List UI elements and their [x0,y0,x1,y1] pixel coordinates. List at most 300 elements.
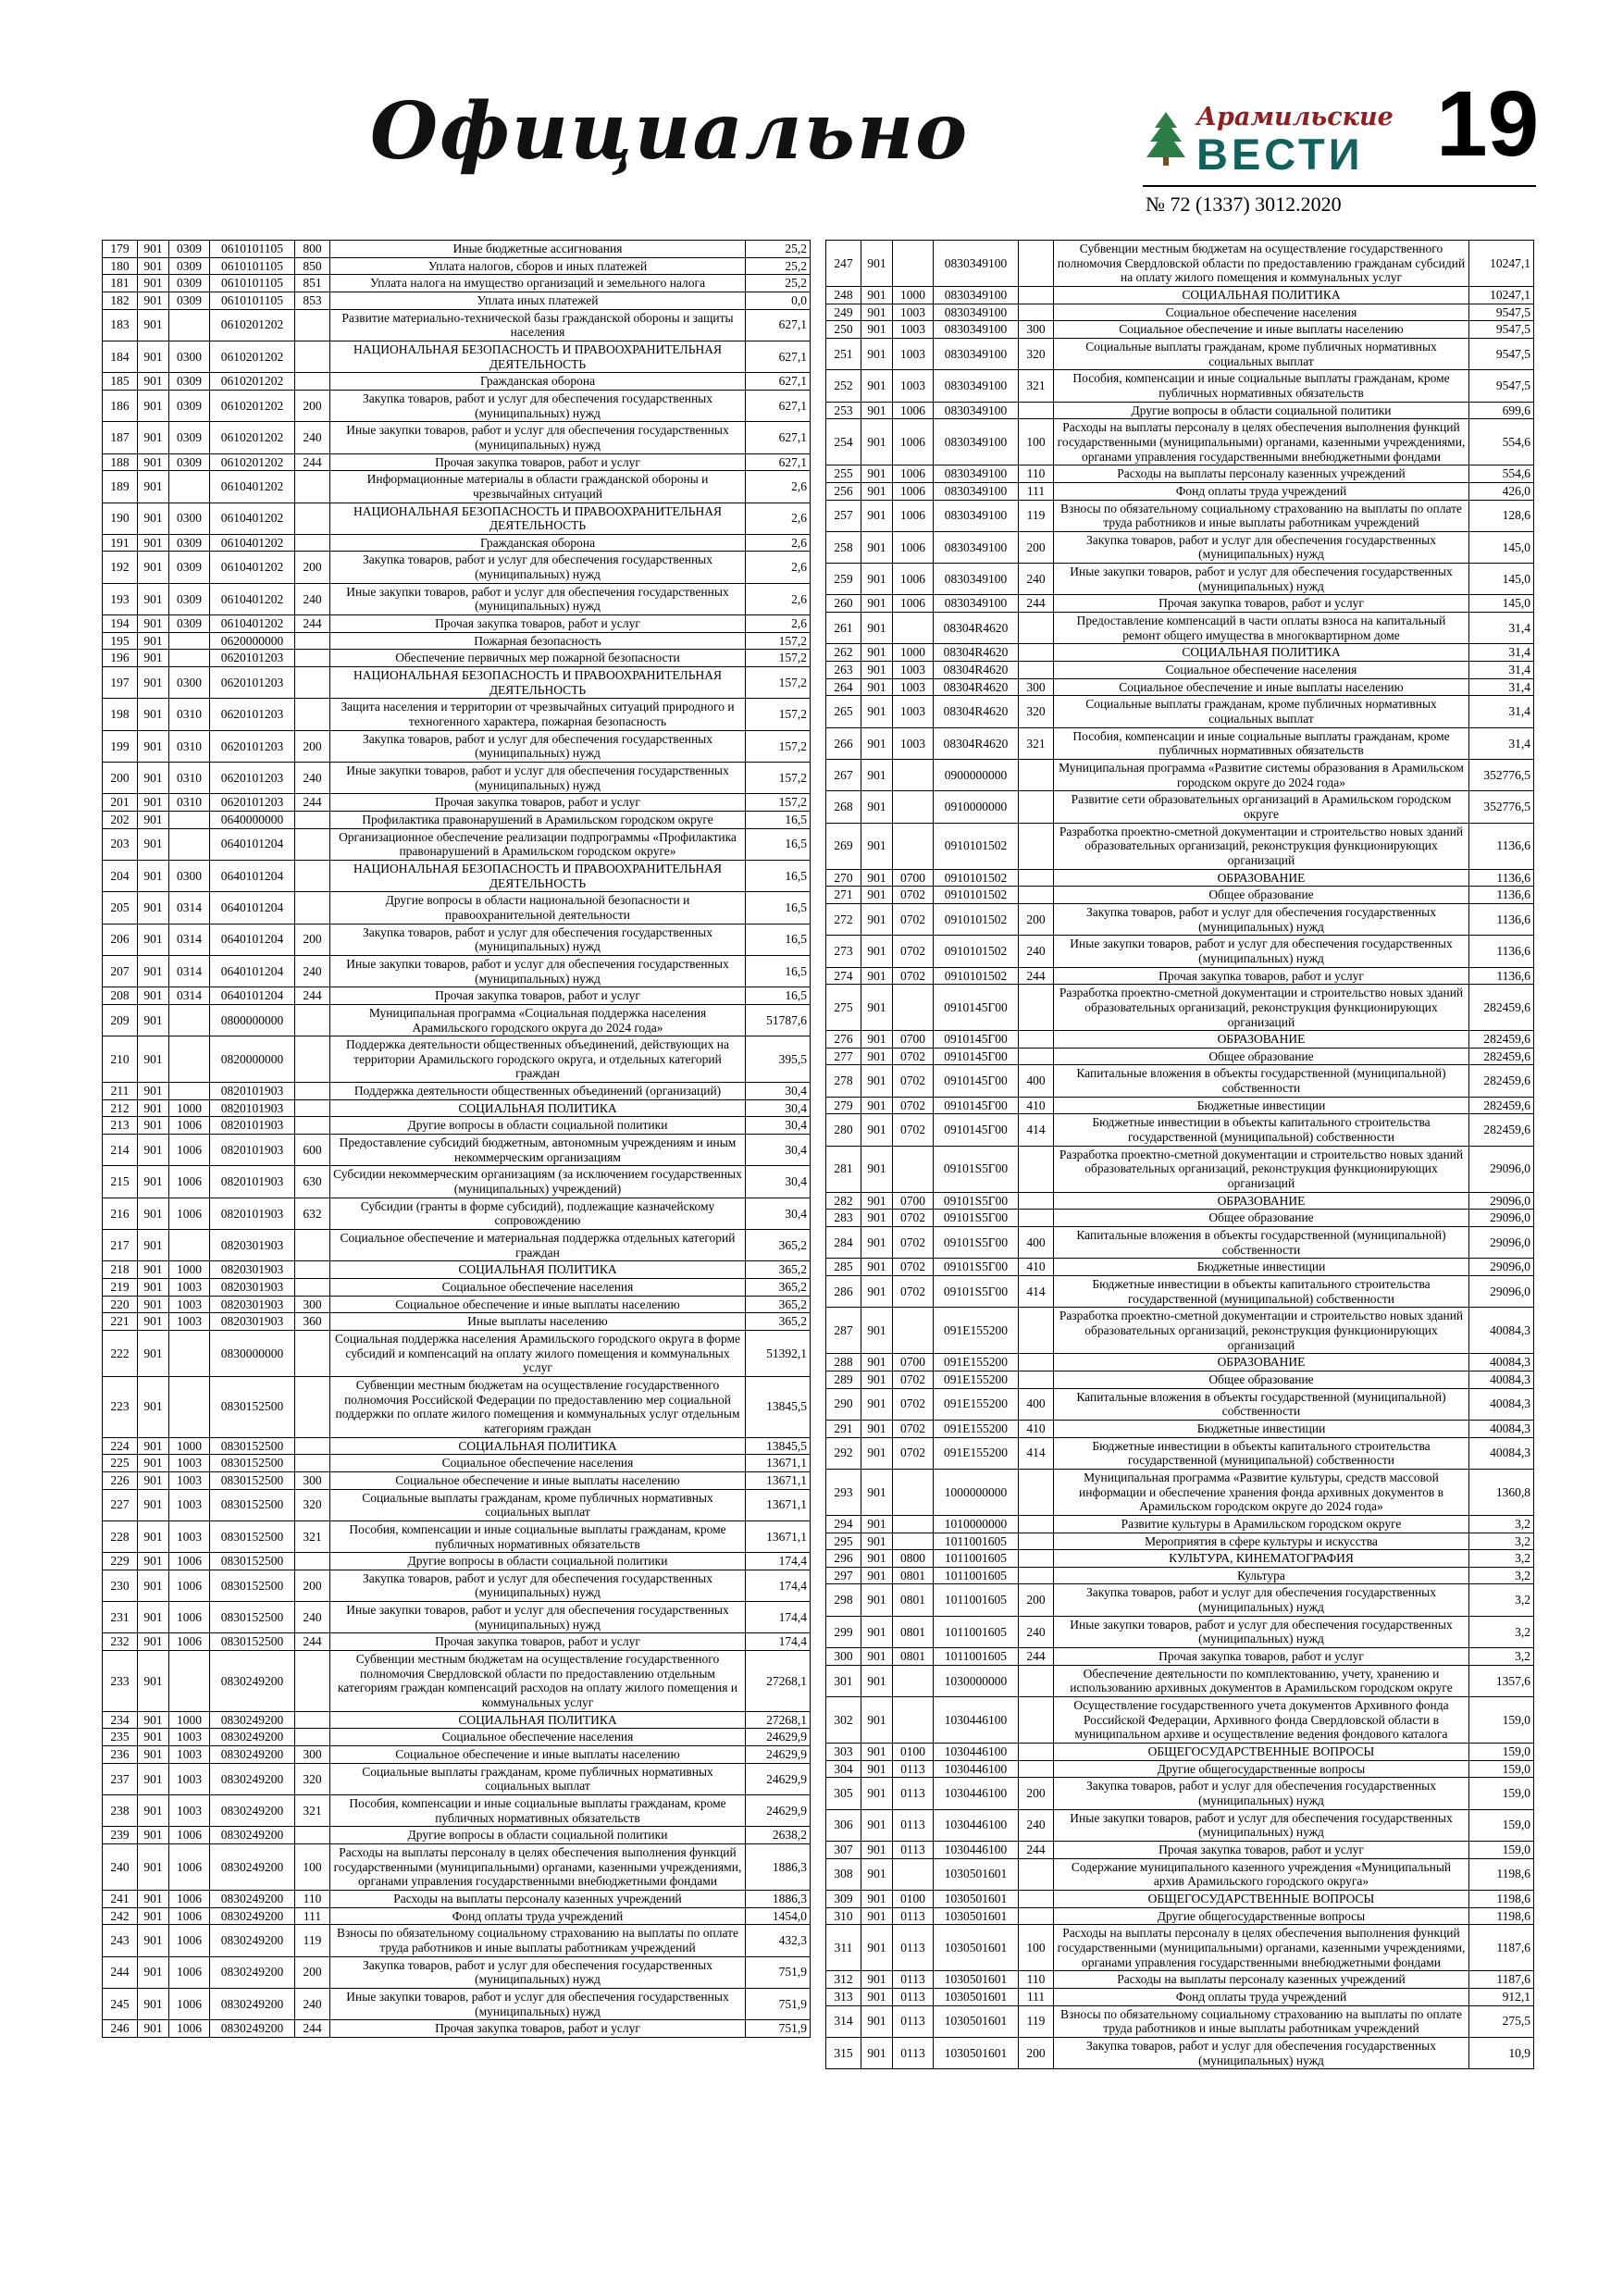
row-number-cell: 197 [103,667,138,699]
description-cell: Прочая закупка товаров, работ и услуг [1054,1841,1469,1858]
expense-type-cell: 244 [1019,1648,1054,1666]
target-article-cell: 1030501601 [934,1907,1019,1925]
section-code-cell [169,1004,210,1036]
row-number-cell: 192 [103,552,138,583]
description-cell: Обеспечение первичных мер пожарной безопасности [330,650,746,667]
amount-cell: 751,9 [746,1988,811,2019]
grbs-code-cell: 901 [138,794,169,812]
amount-cell: 16,5 [746,811,811,828]
amount-cell: 16,5 [746,828,811,860]
section-code-cell: 0314 [169,924,210,955]
table-row [103,1004,811,1036]
grbs-code-cell: 901 [861,564,893,595]
description-cell: Закупка товаров, работ и услуг для обеспечения государственных (муниципальных) нужд [1054,1584,1469,1616]
amount-cell: 3,2 [1469,1584,1534,1616]
table-row [103,1198,811,1229]
grbs-code-cell: 901 [138,1890,169,1907]
table-row [826,985,1534,1031]
description-cell: Иные закупки товаров, работ и услуг для обеспечения государственных (муниципальных) нужд [330,955,746,987]
grbs-code-cell: 901 [861,2005,893,2037]
amount-cell: 157,2 [746,763,811,794]
table-row [826,903,1534,935]
expense-type-cell: 630 [295,1166,330,1198]
table-row [826,1097,1534,1114]
section-code-cell: 1006 [169,1135,210,1166]
amount-cell: 275,5 [1469,2005,1534,2037]
section-code-cell: 0300 [169,860,210,891]
section-code-cell [169,632,210,650]
row-number-cell: 298 [826,1584,861,1616]
row-number-cell: 238 [103,1795,138,1827]
grbs-code-cell: 901 [861,791,893,823]
grbs-code-cell: 901 [138,1570,169,1601]
grbs-code-cell: 901 [861,727,893,759]
target-article-cell: 0900000000 [934,760,1019,791]
expense-type-cell [1019,823,1054,869]
expense-type-cell: 300 [295,1746,330,1764]
target-article-cell: 0910145Г00 [934,1065,1019,1097]
section-code-cell: 1006 [893,564,934,595]
row-number-cell: 193 [103,583,138,614]
grbs-code-cell: 901 [861,1114,893,1146]
table-row [826,1778,1534,1809]
section-code-cell: 1006 [169,1843,210,1890]
table-row [826,1697,1534,1744]
row-number-cell: 255 [826,465,861,483]
section-code-cell [169,471,210,503]
description-cell: Осуществление государственного учета документов Архивного фонда Российской Федерации, Архивного фонда Свердловской области в муниципальном архиве и осуществление ведения фондового каталога [1054,1697,1469,1744]
page-header [0,0,1623,231]
section-code-cell [169,1376,210,1437]
target-article-cell: 0910145Г00 [934,1114,1019,1146]
table-row [826,936,1534,967]
row-number-cell: 233 [103,1651,138,1712]
description-cell: Бюджетные инвестиции [1054,1259,1469,1276]
row-number-cell: 228 [103,1520,138,1552]
section-code-cell [893,760,934,791]
amount-cell: 282459,6 [1469,1114,1534,1146]
grbs-code-cell: 901 [861,1841,893,1858]
target-article-cell: 0610201202 [210,390,295,421]
grbs-code-cell: 901 [861,1648,893,1666]
table-row [103,1602,811,1633]
description-cell: Развитие материально-технической базы гражданской обороны и защиты населения [330,309,746,341]
amount-cell: 1357,6 [1469,1665,1534,1696]
description-cell: Другие вопросы в области национальной безопасности и правоохранительной деятельности [330,892,746,924]
grbs-code-cell: 901 [861,1665,893,1696]
amount-cell: 751,9 [746,2020,811,2038]
expense-type-cell: 300 [1019,321,1054,339]
section-code-cell: 1006 [893,419,934,465]
table-row [826,967,1534,985]
table-row [103,1313,811,1331]
section-code-cell: 0309 [169,552,210,583]
amount-cell: 29096,0 [1469,1259,1534,1276]
table-row [103,503,811,534]
section-code-cell: 1006 [169,1117,210,1135]
expense-type-cell [1019,1146,1054,1192]
grbs-code-cell: 901 [861,1097,893,1114]
grbs-code-cell: 901 [861,936,893,967]
target-article-cell: 0620000000 [210,632,295,650]
description-cell: ОБРАЗОВАНИЕ [1054,869,1469,887]
amount-cell: 31,4 [1469,696,1534,727]
target-article-cell: 0830249200 [210,1711,295,1729]
table-row [103,1763,811,1794]
amount-cell: 157,2 [746,650,811,667]
grbs-code-cell: 901 [138,341,169,372]
row-number-cell: 300 [826,1648,861,1666]
target-article-cell: 0910101502 [934,936,1019,967]
row-number-cell: 303 [826,1744,861,1761]
amount-cell: 159,0 [1469,1697,1534,1744]
row-number-cell: 251 [826,338,861,369]
expense-type-cell: 244 [295,794,330,812]
row-number-cell: 203 [103,828,138,860]
description-cell: Информационные материалы в области гражданской обороны и чрезвычайных ситуаций [330,471,746,503]
grbs-code-cell: 901 [861,1515,893,1533]
target-article-cell: 1030446100 [934,1841,1019,1858]
section-code-cell [893,1469,934,1515]
table-row [103,828,811,860]
target-article-cell: 0820301903 [210,1230,295,1261]
grbs-code-cell: 901 [861,662,893,679]
amount-cell: 40084,3 [1469,1388,1534,1420]
target-article-cell: 0610101105 [210,241,295,258]
section-code-cell [893,1533,934,1550]
row-number-cell: 258 [826,531,861,563]
row-number-cell: 225 [103,1455,138,1472]
description-cell: Фонд оплаты труда учреждений [1054,1988,1469,2005]
amount-cell: 2,6 [746,583,811,614]
section-code-cell: 0310 [169,794,210,812]
description-cell: КУЛЬТУРА, КИНЕМАТОГРАФИЯ [1054,1550,1469,1568]
section-code-cell: 0310 [169,763,210,794]
amount-cell: 16,5 [746,860,811,891]
amount-cell: 365,2 [746,1261,811,1279]
expense-type-cell: 240 [295,1602,330,1633]
section-code-cell: 0314 [169,955,210,987]
amount-cell: 751,9 [746,1956,811,1988]
section-code-cell: 1006 [893,482,934,500]
amount-cell: 13671,1 [746,1489,811,1520]
description-cell: Прочая закупка товаров, работ и услуг [330,615,746,633]
grbs-code-cell: 901 [138,373,169,391]
description-cell: Субвенции местным бюджетам на осуществление государственного полномочия Свердловской области по предоставлению гражданам субсидий на оплату жилого помещения и коммунальных услуг [1054,241,1469,287]
description-cell: Закупка товаров, работ и услуг для обеспечения государственных (муниципальных) нужд [330,552,746,583]
section-code-cell: 0310 [169,699,210,730]
amount-cell: 13845,5 [746,1437,811,1455]
target-article-cell: 0610101105 [210,292,295,309]
target-article-cell: 0830349100 [934,321,1019,339]
grbs-code-cell: 901 [138,1198,169,1229]
table-row [826,1841,1534,1858]
target-article-cell: 0640101204 [210,892,295,924]
row-number-cell: 183 [103,309,138,341]
expense-type-cell: 321 [295,1795,330,1827]
table-row [826,1031,1534,1049]
target-article-cell: 0910145Г00 [934,1097,1019,1114]
table-row [826,644,1534,662]
description-cell: Субвенции местным бюджетам на осуществление государственного полномочия Российской Федерации по предоставлению мер социальной поддержки по оплате жилого помещения и коммунальных услуг отдельным категориям граждан [330,1376,746,1437]
amount-cell: 51787,6 [746,1004,811,1036]
section-code-cell: 1006 [169,1890,210,1907]
table-row [826,338,1534,369]
grbs-code-cell: 901 [138,1230,169,1261]
row-number-cell: 194 [103,615,138,633]
row-number-cell: 241 [103,1890,138,1907]
grbs-code-cell: 901 [138,390,169,421]
grbs-code-cell: 901 [138,534,169,552]
table-row [826,286,1534,304]
target-article-cell: 0610201202 [210,373,295,391]
amount-cell: 2638,2 [746,1827,811,1844]
description-cell: Фонд оплаты труда учреждений [1054,482,1469,500]
row-number-cell: 278 [826,1065,861,1097]
expense-type-cell: 110 [1019,1971,1054,1989]
table-row [103,955,811,987]
target-article-cell: 0640101204 [210,955,295,987]
table-row [826,1760,1534,1778]
section-code-cell: 0309 [169,373,210,391]
table-row [103,1729,811,1746]
description-cell: Общее образование [1054,1048,1469,1065]
grbs-code-cell: 901 [138,1553,169,1570]
table-row [103,1956,811,1988]
grbs-code-cell: 901 [861,1778,893,1809]
grbs-code-cell: 901 [138,1729,169,1746]
table-row [826,869,1534,887]
description-cell: Муниципальная программа «Социальная поддержка населения Арамильского городского округа до 2024 года» [330,1004,746,1036]
description-cell: Социальные выплаты гражданам, кроме публичных нормативных социальных выплат [330,1763,746,1794]
row-number-cell: 244 [103,1956,138,1988]
grbs-code-cell: 901 [138,1313,169,1331]
table-row [826,1048,1534,1065]
section-code-cell: 0309 [169,292,210,309]
description-cell: Разработка проектно-сметной документации и строительство новых зданий образовательных организаций, реконструкция функционирующих организаций [1054,1308,1469,1354]
description-cell: Социальное обеспечение населения [330,1279,746,1297]
table-row [103,1827,811,1844]
target-article-cell: 0830152500 [210,1437,295,1455]
target-article-cell: 0830249200 [210,1925,295,1956]
target-article-cell: 0830249200 [210,1746,295,1764]
grbs-code-cell: 901 [138,987,169,1005]
amount-cell: 159,0 [1469,1744,1534,1761]
section-code-cell [893,791,934,823]
table-row [103,1907,811,1925]
expense-type-cell: 200 [295,924,330,955]
section-code-cell: 1006 [893,595,934,613]
expense-type-cell [1019,1469,1054,1515]
amount-cell: 145,0 [1469,531,1534,563]
expense-type-cell: 800 [295,241,330,258]
row-number-cell: 224 [103,1437,138,1455]
expense-type-cell: 200 [295,1956,330,1988]
row-number-cell: 231 [103,1602,138,1633]
target-article-cell: 1030501601 [934,1988,1019,2005]
table-row [103,1036,811,1083]
amount-cell: 699,6 [1469,402,1534,419]
target-article-cell: 08304R4620 [934,678,1019,696]
grbs-code-cell: 901 [861,1210,893,1227]
table-row [103,1261,811,1279]
amount-cell: 145,0 [1469,564,1534,595]
row-number-cell: 180 [103,257,138,275]
amount-cell: 1136,6 [1469,967,1534,985]
section-code-cell [169,1230,210,1261]
target-article-cell: 0830152500 [210,1633,295,1651]
expense-type-cell [295,534,330,552]
grbs-code-cell: 901 [861,1308,893,1354]
target-article-cell: 091E155200 [934,1420,1019,1437]
table-row [826,2037,1534,2068]
row-number-cell: 201 [103,794,138,812]
target-article-cell: 0910101502 [934,869,1019,887]
description-cell: Социальное обеспечение и иные выплаты населению [330,1746,746,1764]
grbs-code-cell: 901 [138,1633,169,1651]
grbs-code-cell: 901 [861,338,893,369]
target-article-cell: 091E155200 [934,1308,1019,1354]
description-cell: Прочая закупка товаров, работ и услуг [1054,595,1469,613]
row-number-cell: 311 [826,1925,861,1971]
target-article-cell: 0910145Г00 [934,985,1019,1031]
description-cell: Расходы на выплаты персоналу в целях обеспечения выполнения функций государственными (муниципальными) органами, казенными учреждениями, органами управления государственными внебюджетными фондами [1054,1925,1469,1971]
table-row [103,632,811,650]
expense-type-cell [1019,791,1054,823]
amount-cell: 159,0 [1469,1841,1534,1858]
target-article-cell: 0830349100 [934,482,1019,500]
target-article-cell: 0830349100 [934,402,1019,419]
section-code-cell: 1003 [893,662,934,679]
table-row [103,1553,811,1570]
table-row [826,1515,1534,1533]
table-row [826,1665,1534,1696]
amount-cell: 9547,5 [1469,370,1534,402]
row-number-cell: 282 [826,1192,861,1210]
section-code-cell: 1003 [169,1455,210,1472]
row-number-cell: 306 [826,1809,861,1841]
target-article-cell: 0800000000 [210,1004,295,1036]
section-code-cell: 1006 [169,1956,210,1988]
description-cell: Разработка проектно-сметной документации и строительство новых зданий образовательных организаций, реконструкция функционирующих организаций [1054,985,1469,1031]
grbs-code-cell: 901 [861,1616,893,1647]
expense-type-cell: 111 [1019,482,1054,500]
section-code-cell: 0309 [169,422,210,453]
grbs-code-cell: 901 [861,1371,893,1388]
amount-cell: 9547,5 [1469,304,1534,321]
target-article-cell: 0620101203 [210,699,295,730]
table-row [826,304,1534,321]
table-row [103,2020,811,2038]
row-number-cell: 314 [826,2005,861,2037]
grbs-code-cell: 901 [138,1261,169,1279]
table-row [826,1616,1534,1647]
description-cell: Расходы на выплаты персоналу в целях обеспечения выполнения функций государственными (муниципальными) органами, казенными учреждениями, органами управления государственными внебюджетными фондами [330,1843,746,1890]
target-article-cell: 0610401202 [210,552,295,583]
expense-type-cell: 300 [1019,678,1054,696]
table-row [826,500,1534,531]
section-code-cell: 0702 [893,967,934,985]
section-code-cell: 1003 [169,1795,210,1827]
table-row [103,1437,811,1455]
section-code-cell: 1000 [169,1261,210,1279]
description-cell: Социальное обеспечение населения [330,1455,746,1472]
grbs-code-cell: 901 [861,1420,893,1437]
expense-type-cell: 200 [295,390,330,421]
description-cell: Культура [1054,1567,1469,1584]
row-number-cell: 252 [826,370,861,402]
target-article-cell: 0830249200 [210,1651,295,1712]
row-number-cell: 256 [826,482,861,500]
table-row [826,465,1534,483]
row-number-cell: 188 [103,453,138,471]
expense-type-cell [1019,1210,1054,1227]
expense-type-cell: 200 [1019,1584,1054,1616]
target-article-cell: 091E155200 [934,1354,1019,1371]
expense-type-cell [1019,286,1054,304]
amount-cell: 10247,1 [1469,286,1534,304]
grbs-code-cell: 901 [861,482,893,500]
amount-cell: 1136,6 [1469,903,1534,935]
expense-type-cell [1019,613,1054,644]
amount-cell: 2,6 [746,534,811,552]
grbs-code-cell: 901 [138,1843,169,1890]
table-row [103,730,811,762]
table-row [826,823,1534,869]
target-article-cell: 0830152500 [210,1489,295,1520]
row-number-cell: 206 [103,924,138,955]
row-number-cell: 204 [103,860,138,891]
amount-cell: 30,4 [746,1083,811,1100]
section-code-cell: 0702 [893,1048,934,1065]
expense-type-cell: 100 [1019,419,1054,465]
section-code-cell [893,1146,934,1192]
section-code-cell: 0300 [169,341,210,372]
expense-type-cell [295,1437,330,1455]
table-row [103,794,811,812]
row-number-cell: 199 [103,730,138,762]
section-code-cell: 1000 [893,644,934,662]
target-article-cell: 08304R4620 [934,727,1019,759]
target-article-cell: 0820301903 [210,1279,295,1297]
expense-type-cell: 244 [1019,595,1054,613]
row-number-cell: 190 [103,503,138,534]
amount-cell: 128,6 [1469,500,1534,531]
table-row [103,924,811,955]
grbs-code-cell: 901 [138,1651,169,1712]
target-article-cell: 0830249200 [210,1827,295,1844]
target-article-cell: 0830152500 [210,1471,295,1489]
table-row [826,696,1534,727]
row-number-cell: 230 [103,1570,138,1601]
grbs-code-cell: 901 [861,696,893,727]
row-number-cell: 179 [103,241,138,258]
description-cell: Прочая закупка товаров, работ и услуг [1054,967,1469,985]
grbs-code-cell: 901 [138,503,169,534]
table-row [826,1227,1534,1259]
amount-cell: 159,0 [1469,1760,1534,1778]
target-article-cell: 0830349100 [934,286,1019,304]
grbs-code-cell: 901 [138,257,169,275]
budget-table-right [825,240,1534,2069]
table-row [103,583,811,614]
expense-type-cell [295,309,330,341]
row-number-cell: 222 [103,1330,138,1376]
description-cell: Бюджетные инвестиции в объекты капитального строительства государственной (муниципальной) собственности [1054,1437,1469,1469]
row-number-cell: 259 [826,564,861,595]
section-code-cell: 1006 [169,1166,210,1198]
amount-cell: 1187,6 [1469,1925,1534,1971]
